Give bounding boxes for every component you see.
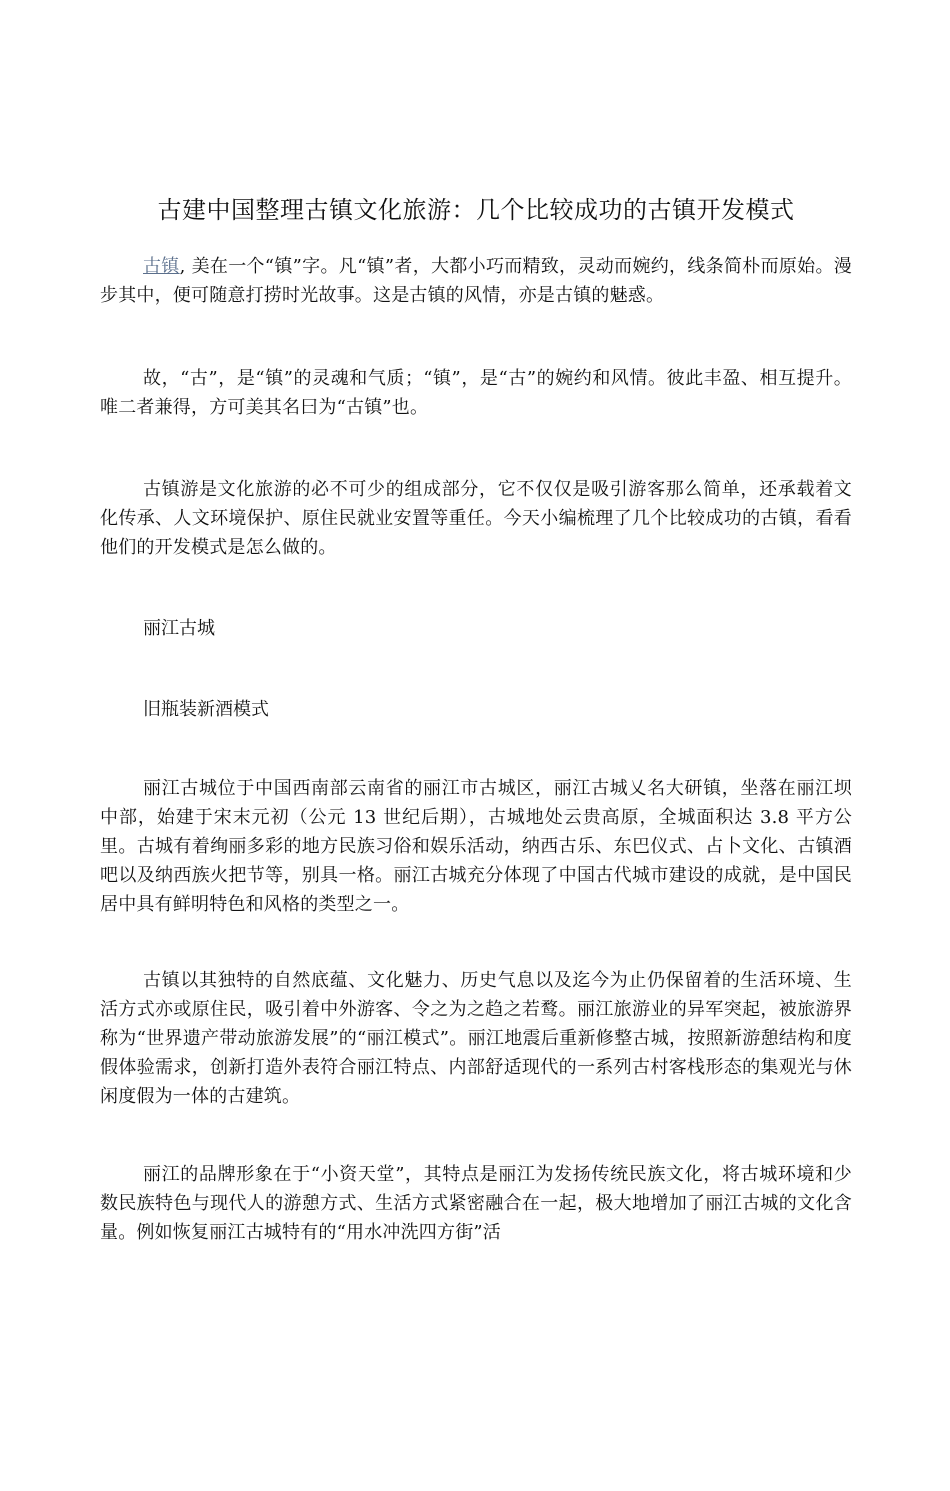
paragraph-tourism: 古镇游是文化旅游的必不可少的组成部分，它不仅仅是吸引游客那么简单，还承载着文化传承、人文环境保护、原住民就业安置等重任。今天小编梳理了几个比较成功的古镇，看看他们的开发模式是怎么做的。	[100, 479, 852, 558]
paragraph-lijiang-brand: 丽江的品牌形象在于“小资天堂”，其特点是丽江为发扬传统民族文化，将古城环境和少数民族特色与现代人的游憩方式、生活方式紧密融合在一起，极大地增加了丽江古城的文化含量。例如恢复丽江古城特有的“用水冲洗四方街”活	[100, 1164, 852, 1243]
document-title: 古建中国整理古镇文化旅游：几个比较成功的古镇开发模式	[157, 196, 795, 224]
paragraph-lijiang-intro: 丽江古城位于中国西南部云南省的丽江市古城区，丽江古城乂名大研镇，坐落在丽江坝中部，始建于宋末元初（公元 13 世纪后期），古城地处云贵高原，全城面积达 3.8 平方公里。古城有着绚丽多彩的地方民族习俗和娱乐活动，纳西古乐、东巴仪式、占卜文化、古镇酒吧以及纳西族火把节等，别具一格。丽江古城充分体现了中国古代城市建设的成就，是中国民居中具有鲜明特色和风格的类型之一。	[100, 778, 852, 915]
paragraph-lijiang-model: 古镇以其独特的自然底蕴、文化魅力、历史气息以及迄今为止仍保留着的生活环境、生活方式亦或原住民，吸引着中外游客、令之为之趋之若鹜。丽江旅游业的异军突起，被旅游界称为“世界遗产带动旅游发展”的“丽江模式”。丽江地震后重新修整古城，按照新游憩结构和度假体验需求，创新打造外表符合丽江特点、内部舒适现代的一系列古村客栈形态的集观光与休闲度假为一体的古建筑。	[100, 970, 852, 1107]
section-heading-lijiang: 丽江古城	[143, 618, 215, 639]
section-subheading-mode: 旧瓶装新酒模式	[143, 699, 269, 720]
paragraph-soul: 故，“古”，是“镇”的灵魂和气质；“镇”，是“古”的婉约和风情。彼此丰盈、相互提升。唯二者兼得，方可美其名曰为“古镇”也。	[100, 368, 852, 418]
paragraph-intro	[100, 252, 852, 310]
paragraph-intro-text: , 美在一个“镇”字。凡“镇”者，大都小巧而精致，灵动而婉约，线条简朴而原始。漫步其中，便可随意打捞时光故事。这是古镇的风情，亦是古镇的魅惑。	[100, 256, 852, 306]
guzhen-link[interactable]: 古镇	[143, 256, 180, 277]
